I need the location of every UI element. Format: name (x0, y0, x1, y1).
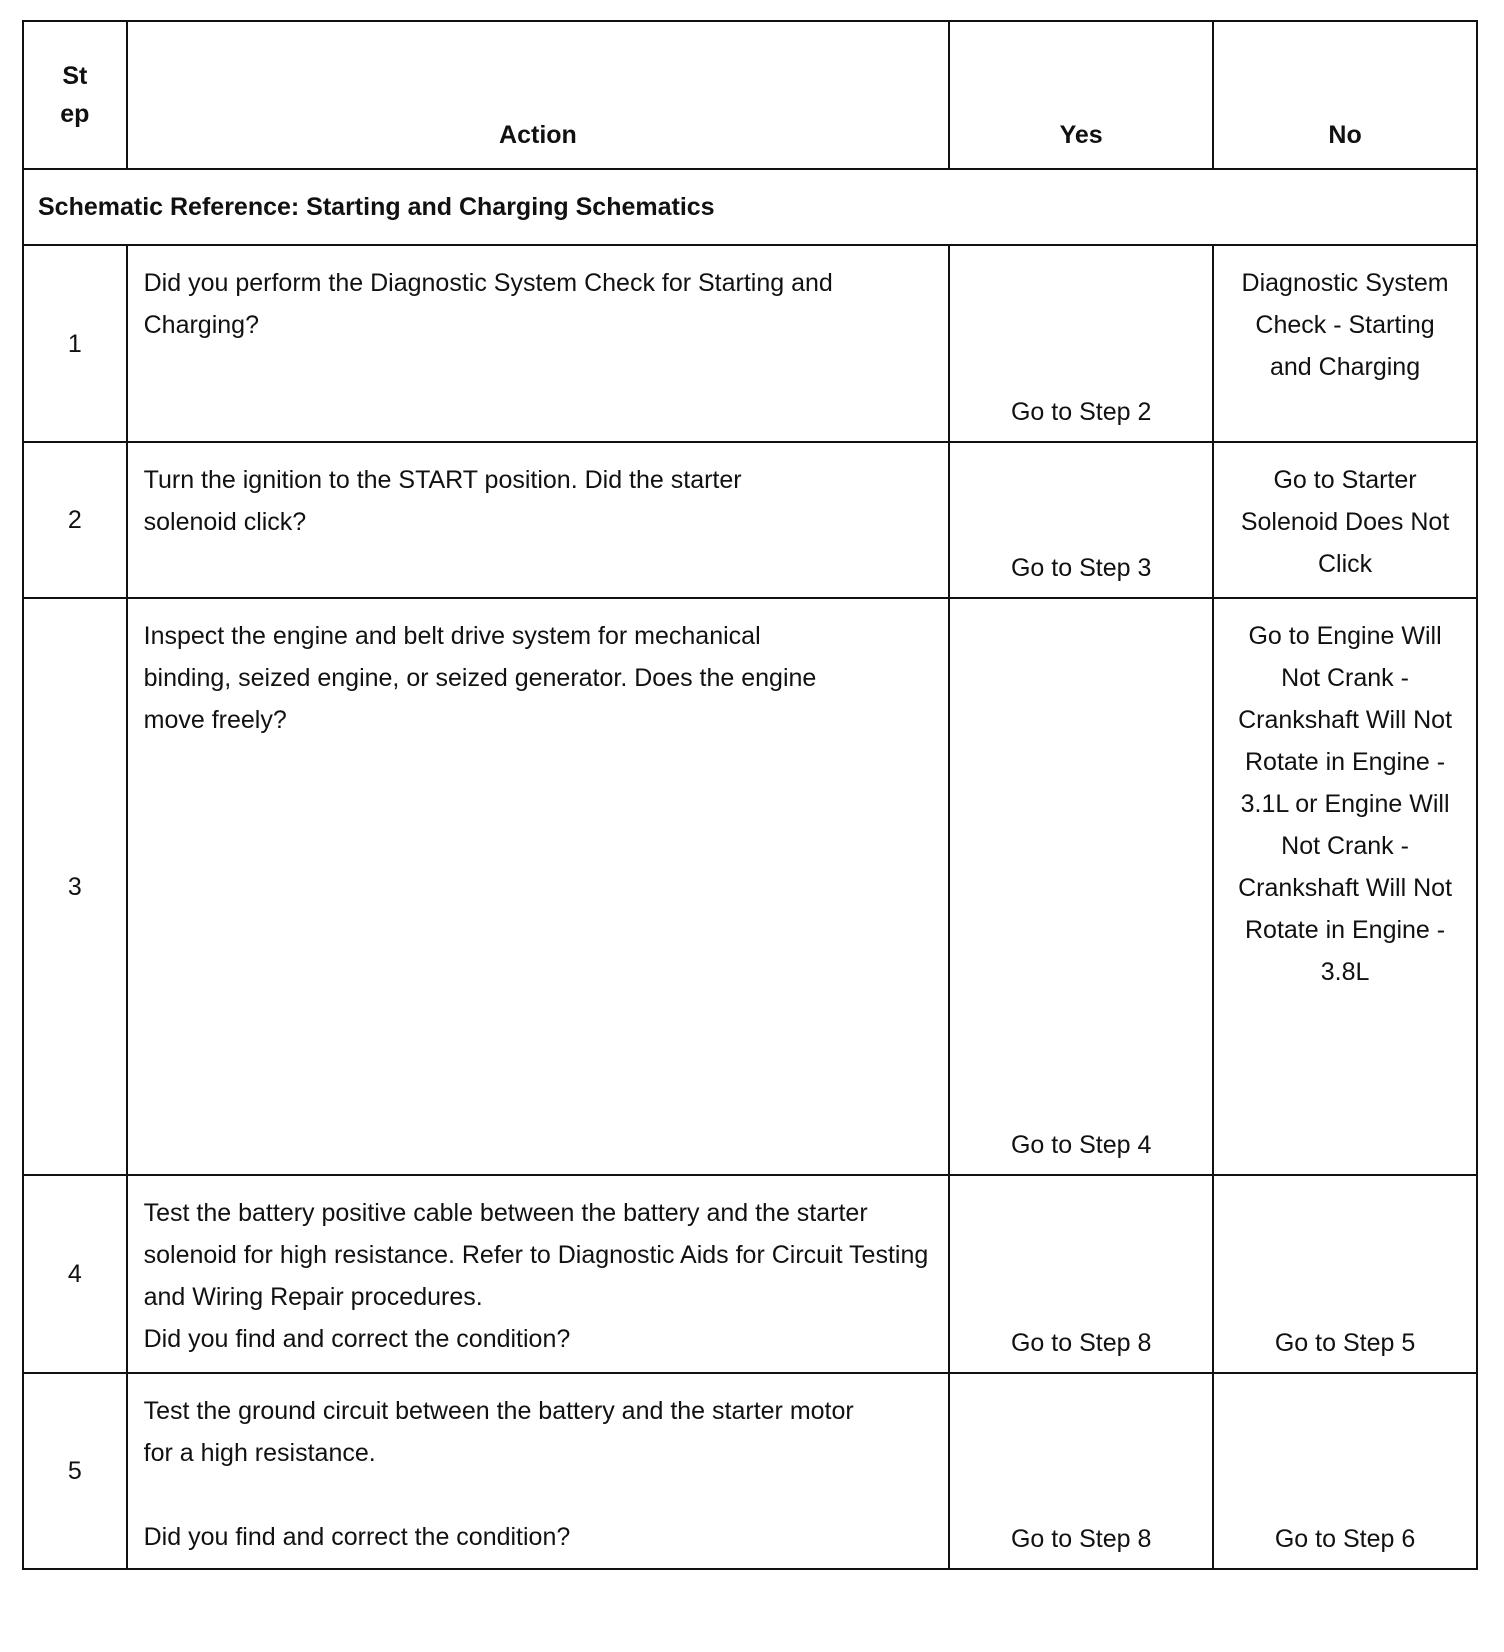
action-cell (127, 598, 950, 1175)
table-row (23, 1373, 1477, 1569)
step-column-header (23, 21, 127, 169)
action-question: Did you find and correct the condition? (143, 1523, 571, 1551)
step-number: 1 (23, 245, 127, 442)
yes-cell: Go to Step 8 (949, 1175, 1213, 1373)
action-cell (127, 1175, 950, 1373)
no-column-header: No (1213, 21, 1477, 169)
action-column-header: Action (127, 21, 950, 169)
yes-cell: Go to Step 3 (949, 442, 1213, 598)
yes-cell: Go to Step 4 (949, 598, 1213, 1175)
yes-cell: Go to Step 2 (949, 245, 1213, 442)
action-text: Inspect the engine and belt drive system for mechanical binding, seized engine, or seized generator. Does the engine move freely? (143, 622, 817, 734)
spacer (144, 1474, 939, 1516)
no-cell: Go to Engine Will Not Crank - Crankshaft Will Not Rotate in Engine - 3.1L or Engine Will Not Crank - Crankshaft Will Not Rotate in Engine - 3.8L (1213, 598, 1477, 1175)
no-cell: Go to Starter Solenoid Does Not Click (1213, 442, 1477, 598)
diagnostic-table (22, 20, 1478, 1570)
step-number: 2 (23, 442, 127, 598)
no-cell: Go to Step 6 (1213, 1373, 1477, 1569)
schematic-reference: Schematic Reference: Starting and Charging Schematics (23, 169, 1477, 245)
table-row (23, 598, 1477, 1175)
step-number: 4 (23, 1175, 127, 1373)
step-header-line1: St (62, 62, 88, 90)
no-cell: Diagnostic System Check - Starting and Charging (1213, 245, 1477, 442)
action-cell (127, 1373, 950, 1569)
no-cell: Go to Step 5 (1213, 1175, 1477, 1373)
step-number: 5 (23, 1373, 127, 1569)
step-header-line2: ep (60, 100, 90, 128)
yes-column-header: Yes (949, 21, 1213, 169)
action-cell (127, 245, 950, 442)
action-text: Turn the ignition to the START position. Did the starter solenoid click? (143, 466, 742, 536)
action-text: Test the ground circuit between the battery and the starter motor for a high resistance. (143, 1397, 854, 1467)
schematic-reference-row (23, 169, 1477, 245)
diagnostic-table-page (22, 20, 1478, 1570)
header-row (23, 21, 1477, 169)
table-row (23, 1175, 1477, 1373)
action-cell (127, 442, 950, 598)
table-row (23, 442, 1477, 598)
table-row (23, 245, 1477, 442)
action-question: Did you find and correct the condition? (143, 1325, 571, 1353)
action-text: Test the battery positive cable between the battery and the starter solenoid for high resistance. Refer to Diagnostic Aids for Circuit Testing and Wiring Repair procedures. (143, 1199, 929, 1311)
action-text: Did you perform the Diagnostic System Check for Starting and Charging? (143, 269, 833, 339)
step-number: 3 (23, 598, 127, 1175)
yes-cell: Go to Step 8 (949, 1373, 1213, 1569)
